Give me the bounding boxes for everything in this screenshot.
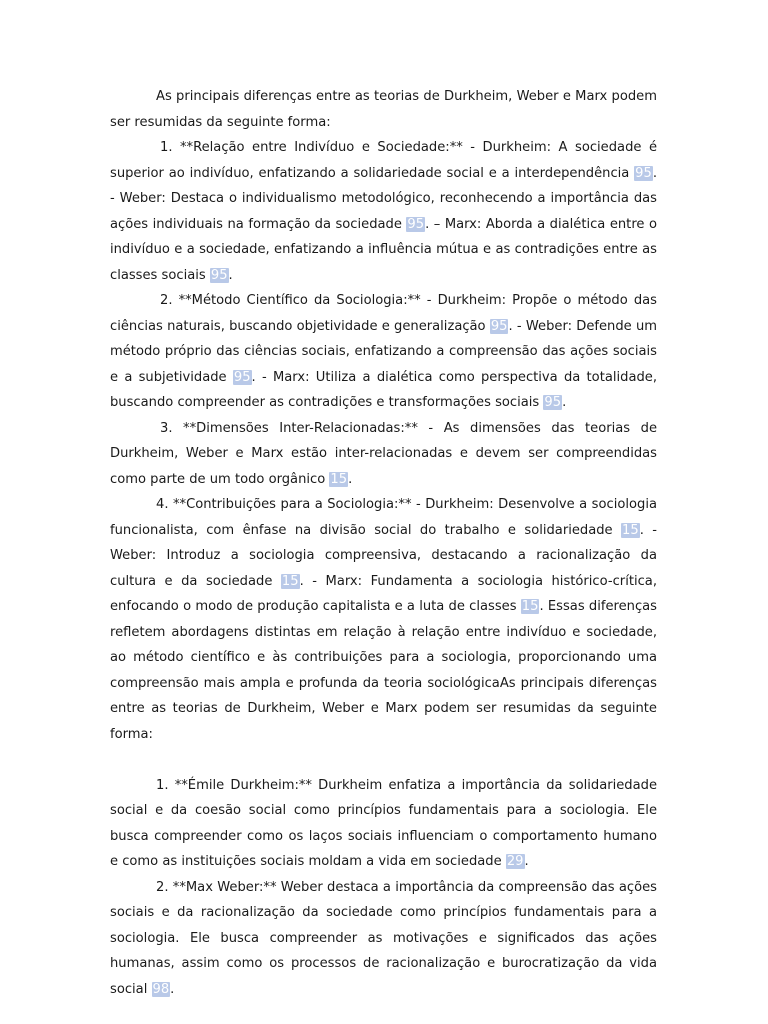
text-run: 1. **Émile Durkheim:** Durkheim enfatiza a importância da solidariedade social e da coesão social como princípios fundamentais para a sociologia. Ele busca compreender como os laços sociais influenciam o comportamento humano e como as instituições sociais moldam a vida em sociedade [110,777,657,869]
text-run: 1. **Relação entre Indivíduo e Sociedade:** - Durkheim: A sociedade é superior ao indivíduo, enfatizando a solidariedade social e a interdependência [110,140,657,181]
text-run: 3. **Dimensões Inter-Relacionadas:** - As dimensões das teorias de Durkheim, Weber e Marx estão inter-relacionadas e devem ser compreendidas como parte de um todo orgânico [110,420,657,487]
citation-ref: 95 [210,267,228,283]
text-run: . - Marx: Utiliza a dialética como perspectiva da totalidade, buscando compreender as contradições e transformações sociais [110,369,657,410]
citation-ref: 15 [281,573,299,589]
document-body [110,84,657,1002]
citation-ref: 95 [233,369,251,385]
citation-ref: 15 [521,599,539,614]
text-run: . [348,471,353,487]
text-run: . - Marx: Fundamenta a sociologia histórico-crítica, enfocando o modo de produção capitalista e a luta de classes [110,573,657,614]
text-run: . - Weber: Introduz a sociologia compreensiva, destacando a racionalização da cultura e da sociedade [110,522,657,589]
text-run: 4. **Contribuições para a Sociologia:** - Durkheim: Desenvolve a sociologia funcionalista, com ênfase na divisão social do trabalho e solidariedade [110,497,657,538]
paragraph-item-1 [110,135,657,288]
text-run: . [524,854,529,869]
text-run: . - Weber: Destaca o individualismo metodológico, reconhecendo a importância das ações individuais na formação da sociedade [110,165,657,232]
citation-ref: 98 [152,981,170,997]
citation-ref: 95 [544,395,562,410]
citation-ref: 15 [622,522,639,538]
text-run: . [228,267,233,283]
paragraph-item-3 [110,416,657,493]
citation-ref: 29 [506,854,524,869]
citation-ref: 95 [490,318,508,334]
paragraph-durkheim [110,773,657,875]
text-run: . Essas diferenças refletem abordagens distintas em relação à relação entre indivíduo e sociedade, ao método científico e às contribuições para a sociologia, proporcionando uma compreensão mais ampla e profunda da teoria sociológicaAs principais diferenças entre as teorias de Durkheim, Weber e Marx podem ser resumidas da seguinte forma: [110,599,657,742]
paragraph-intro [110,84,657,135]
text-run: As principais diferenças entre as teorias de Durkheim, Weber e Marx podem ser resumidas da seguinte forma: [110,89,657,130]
paragraph-weber [110,875,657,1003]
text-run: 2. **Método Científico da Sociologia:** - Durkheim: Propõe o método das ciências naturais, buscando objetividade e generalização [110,293,657,334]
paragraph-item-2 [110,288,657,416]
text-run: 2. **Max Weber:** Weber destaca a importância da compreensão das ações sociais e da racionalização da sociedade como princípios fundamentais para a sociologia. Ele busca compreender as motivações e significados das ações humanas, assim como os processos de racionalização e burocratização da vida social [110,879,657,997]
text-run: . [562,395,567,410]
text-run: . [170,981,175,997]
citation-ref: 95 [635,165,652,181]
text-run: . - Weber: Defende um método próprio das ciências sociais, enfatizando a compreensão das ações sociais e a subjetividade [110,318,657,385]
blank-line [110,747,657,773]
text-run: . – Marx: Aborda a dialética entre o indivíduo e a sociedade, enfatizando a influência mútua e as contradições entre as classes sociais [110,216,657,283]
citation-ref: 95 [407,216,425,232]
citation-ref: 15 [330,471,348,487]
paragraph-item-4 [110,492,657,747]
